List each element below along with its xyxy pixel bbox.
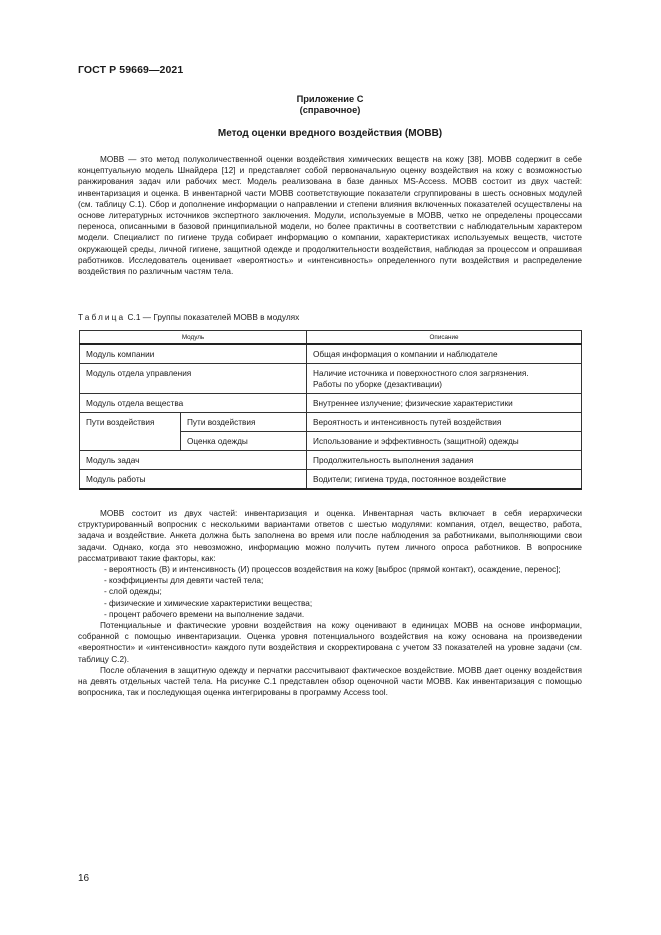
table-row [80,394,582,413]
table-row [80,413,582,432]
table-caption-text: С.1 — Группы показателей МОВВ в модулях [125,312,300,322]
list-item: - процент рабочего времени на выполнение задачи. [104,609,305,619]
description-cell: Использование и эффективность (защитной) одежды [307,432,582,451]
module-cell: Модуль компании [80,344,307,364]
description-cell: Вероятность и интенсивность путей воздействия [307,413,582,432]
description-cell: Водители; гигиена труда, постоянное воздействие [307,470,582,490]
description-line: Наличие источника и поверхностного слоя загрязнения. [313,369,529,378]
sub-module-cell: Оценка одежды [181,432,307,451]
body-paragraph: Потенциальные и фактические уровни воздействия на кожу оценивают в единицах МОВВ на основе информации, собранной с помощью инвентаризации. Оценка уровня потенциального воздействия на кожу основана на произведении «вероятности» и «интенсивности» каждого пути воздействия и скорректирована с учетом 33 показателей на уровне задачи (см. таблицу С.2). [78,621,582,664]
page-number: 16 [78,873,90,884]
sub-module-cell: Пути воздействия [181,413,307,432]
list-item: - слой одежды; [104,587,162,597]
table-row [80,451,582,470]
list-item: - физические и химические характеристики вещества; [104,598,313,608]
intro-paragraph: МОВВ — это метод полуколичественной оценки воздействия химических веществ на кожу [38]. МОВВ содержит в себе концептуальную модель Шнайдера [12] и представляет собой первоначальную оценку воздействия на кожу с возможностью ранжирования задач или рабочих мест. Модель реализована в базе данных MS-Access. МОВВ состоит из двух частей: инвентаризация и оценка. В инвентарной части МОВВ соответствующие показатели сгруппированы в шесть основных модулей (см. таблицу С.1). Сбор и дополнение информации о направлении и степени влияния включенных показателей осуществлены на основе литературных источников экспертного заключения. Модули, используемые в МОВВ, четко не определены процессами переноса, описанными в базовой принципиальной модели, но более практичны в соответствии с наблюдательным характером модели. Специалист по гигиене труда собирает информацию о компании, характеристиках используемых веществ, чистоте окружающей среды, личной гигиене, защитной одежде и продолжительности воздействия, наблюдая за процессом и опрашивая работников. Исследователь оценивает «вероятность» и «интенсивность» определенного пути воздействия и распределение воздействия по различным частям тела. [78,155,582,277]
body-paragraph: После облачения в защитную одежду и перчатки рассчитывают фактическое воздействие. МОВВ дает оценку воздействия на девять отдельных частей тела. На рисунке С.1 представлен обзор оценочной части МОВВ. Как инвентаризация с помощью вопросника, так и последующая оценка интегрированы в программу Access tool. [78,665,582,698]
table-row [80,470,582,490]
list-item: - коэффициенты для девяти частей тела; [104,576,264,586]
annex-heading [78,94,582,116]
description-cell [307,364,582,394]
annex-title: Приложение С [296,94,364,104]
table-row [80,344,582,364]
description-cell: Продолжительность выполнения задания [307,451,582,470]
standard-header: ГОСТ Р 59669—2021 [78,64,184,76]
description-cell: Общая информация о компании и наблюдателе [307,344,582,364]
table-caption [78,312,299,322]
intro-section [78,154,582,277]
modules-table [79,330,582,490]
annex-note: (справочное) [299,105,361,115]
module-cell: Модуль отдела управления [80,364,307,394]
module-cell: Модуль отдела вещества [80,394,307,413]
body-paragraph: МОВВ состоит из двух частей: инвентаризация и оценка. Инвентарная часть включает в себя иерархически структурированный вопросник с несколькими вариантами ответов с шестью модулями: компания, отдел, вещество, работа, задача и воздействие. Анкета должна быть заполнена во время или после наблюдения за работниками, выполняющими свои задачи. Однако, когда это невозможно, информацию можно получить путем личного опроса работников. В вопроснике рассматривают такие факторы, как: [78,509,582,563]
table-row [80,364,582,394]
module-cell: Пути воздействия [80,413,181,451]
description-cell: Внутреннее излучение; физические характеристики [307,394,582,413]
header-module: Модуль [80,331,307,345]
table-header-row [80,331,582,345]
header-description: Описание [307,331,582,345]
module-cell: Модуль задач [80,451,307,470]
module-cell: Модуль работы [80,470,307,490]
list-item: - вероятность (В) и интенсивность (И) процессов воздействия на кожу [выброс (прямой контакт), осаждение, перенос]; [104,565,561,575]
description-line: Работы по уборке (дезактивации) [313,380,443,389]
method-title: Метод оценки вредного воздействия (МОВВ) [217,128,443,139]
body-section [78,508,582,698]
table-caption-label: Таблица [78,312,126,322]
